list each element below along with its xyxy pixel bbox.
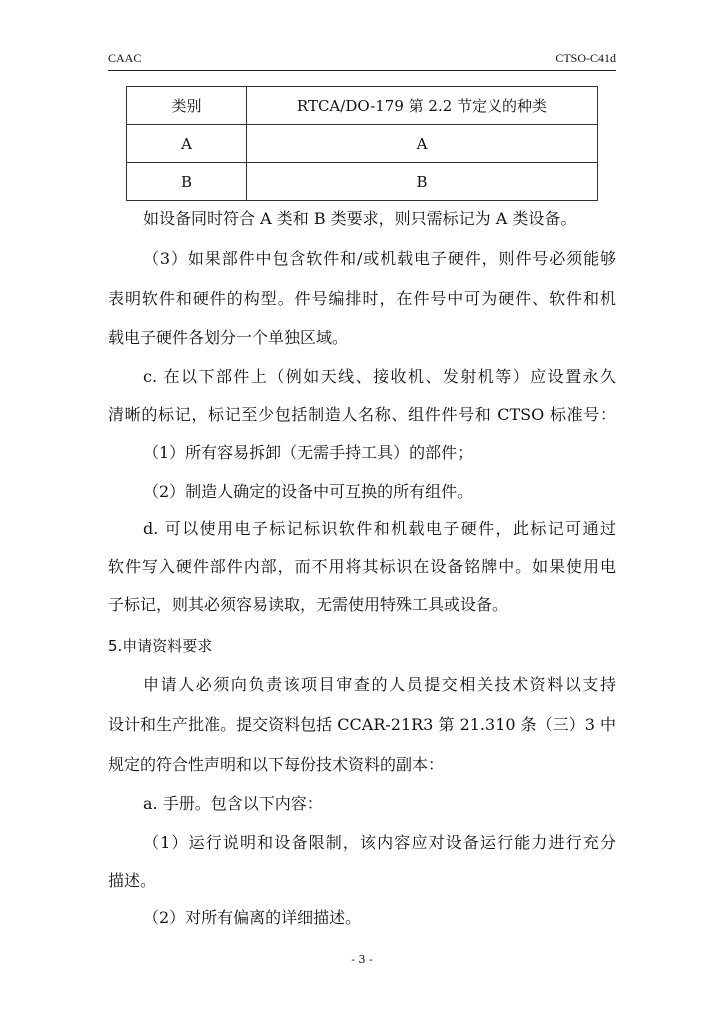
paragraph-line: c. 在以下部件上（例如天线、接收机、发射机等）应设置永久: [143, 367, 616, 386]
table-header-cell: 类别: [127, 87, 247, 125]
paragraph-line: 申请人必须向负责该项目审查的人员提交相关技术资料以支持: [143, 675, 616, 694]
table-cell: B: [127, 163, 247, 201]
table-row: [127, 163, 598, 201]
paragraph-line: 载电子硬件各划分一个单独区域。: [108, 328, 349, 347]
category-table: [126, 86, 598, 201]
list-item: （1）运行说明和设备限制，该内容应对设备运行能力进行充分: [143, 833, 616, 852]
list-item: （2）制造人确定的设备中可互换的所有组件。: [143, 482, 474, 501]
page-header: [108, 48, 616, 71]
table-cell: A: [247, 125, 598, 163]
table-row: [127, 125, 598, 163]
header-left-text: CAAC: [108, 51, 142, 65]
paragraph-line: 如设备同时符合 A 类和 B 类要求，则只需标记为 A 类设备。: [143, 209, 577, 228]
paragraph-line: （3）如果部件中包含软件和/或机载电子硬件，则件号必须能够: [143, 249, 616, 268]
table-cell: B: [247, 163, 598, 201]
table-header-row: [127, 87, 598, 125]
paragraph-line: 设计和生产批准。提交资料包括 CCAR-21R3 第 21.310 条（三）3 中: [108, 715, 616, 734]
table-cell: A: [127, 125, 247, 163]
table-header-cell: RTCA/DO-179 第 2.2 节定义的种类: [247, 87, 598, 125]
paragraph-line: 子标记，则其必须容易读取，无需使用特殊工具或设备。: [108, 595, 509, 614]
paragraph-line: 描述。: [108, 871, 157, 890]
paragraph-line: 表明软件和硬件的构型。件号编排时，在件号中可为硬件、软件和机: [108, 289, 616, 308]
paragraph-line: 清晰的标记，标记至少包括制造人名称、组件件号和 CTSO 标准号：: [108, 405, 616, 424]
list-item: （2）对所有偏离的详细描述。: [143, 908, 362, 927]
list-item: （1）所有容易拆卸（无需手持工具）的部件；: [143, 443, 474, 462]
list-item: a. 手册。包含以下内容：: [143, 794, 323, 813]
page-number: - 3 -: [351, 953, 373, 966]
paragraph-line: 软件写入硬件部件内部，而不用将其标识在设备铭牌中。如果使用电: [108, 557, 616, 576]
paragraph-line: d. 可以使用电子标记标识软件和机载电子硬件，此标记可通过: [143, 519, 616, 538]
header-right-text: CTSO-C41d: [555, 51, 616, 65]
section-heading: 5.申请资料要求: [108, 637, 213, 655]
paragraph-line: 规定的符合性声明和以下每份技术资料的副本：: [108, 755, 445, 774]
